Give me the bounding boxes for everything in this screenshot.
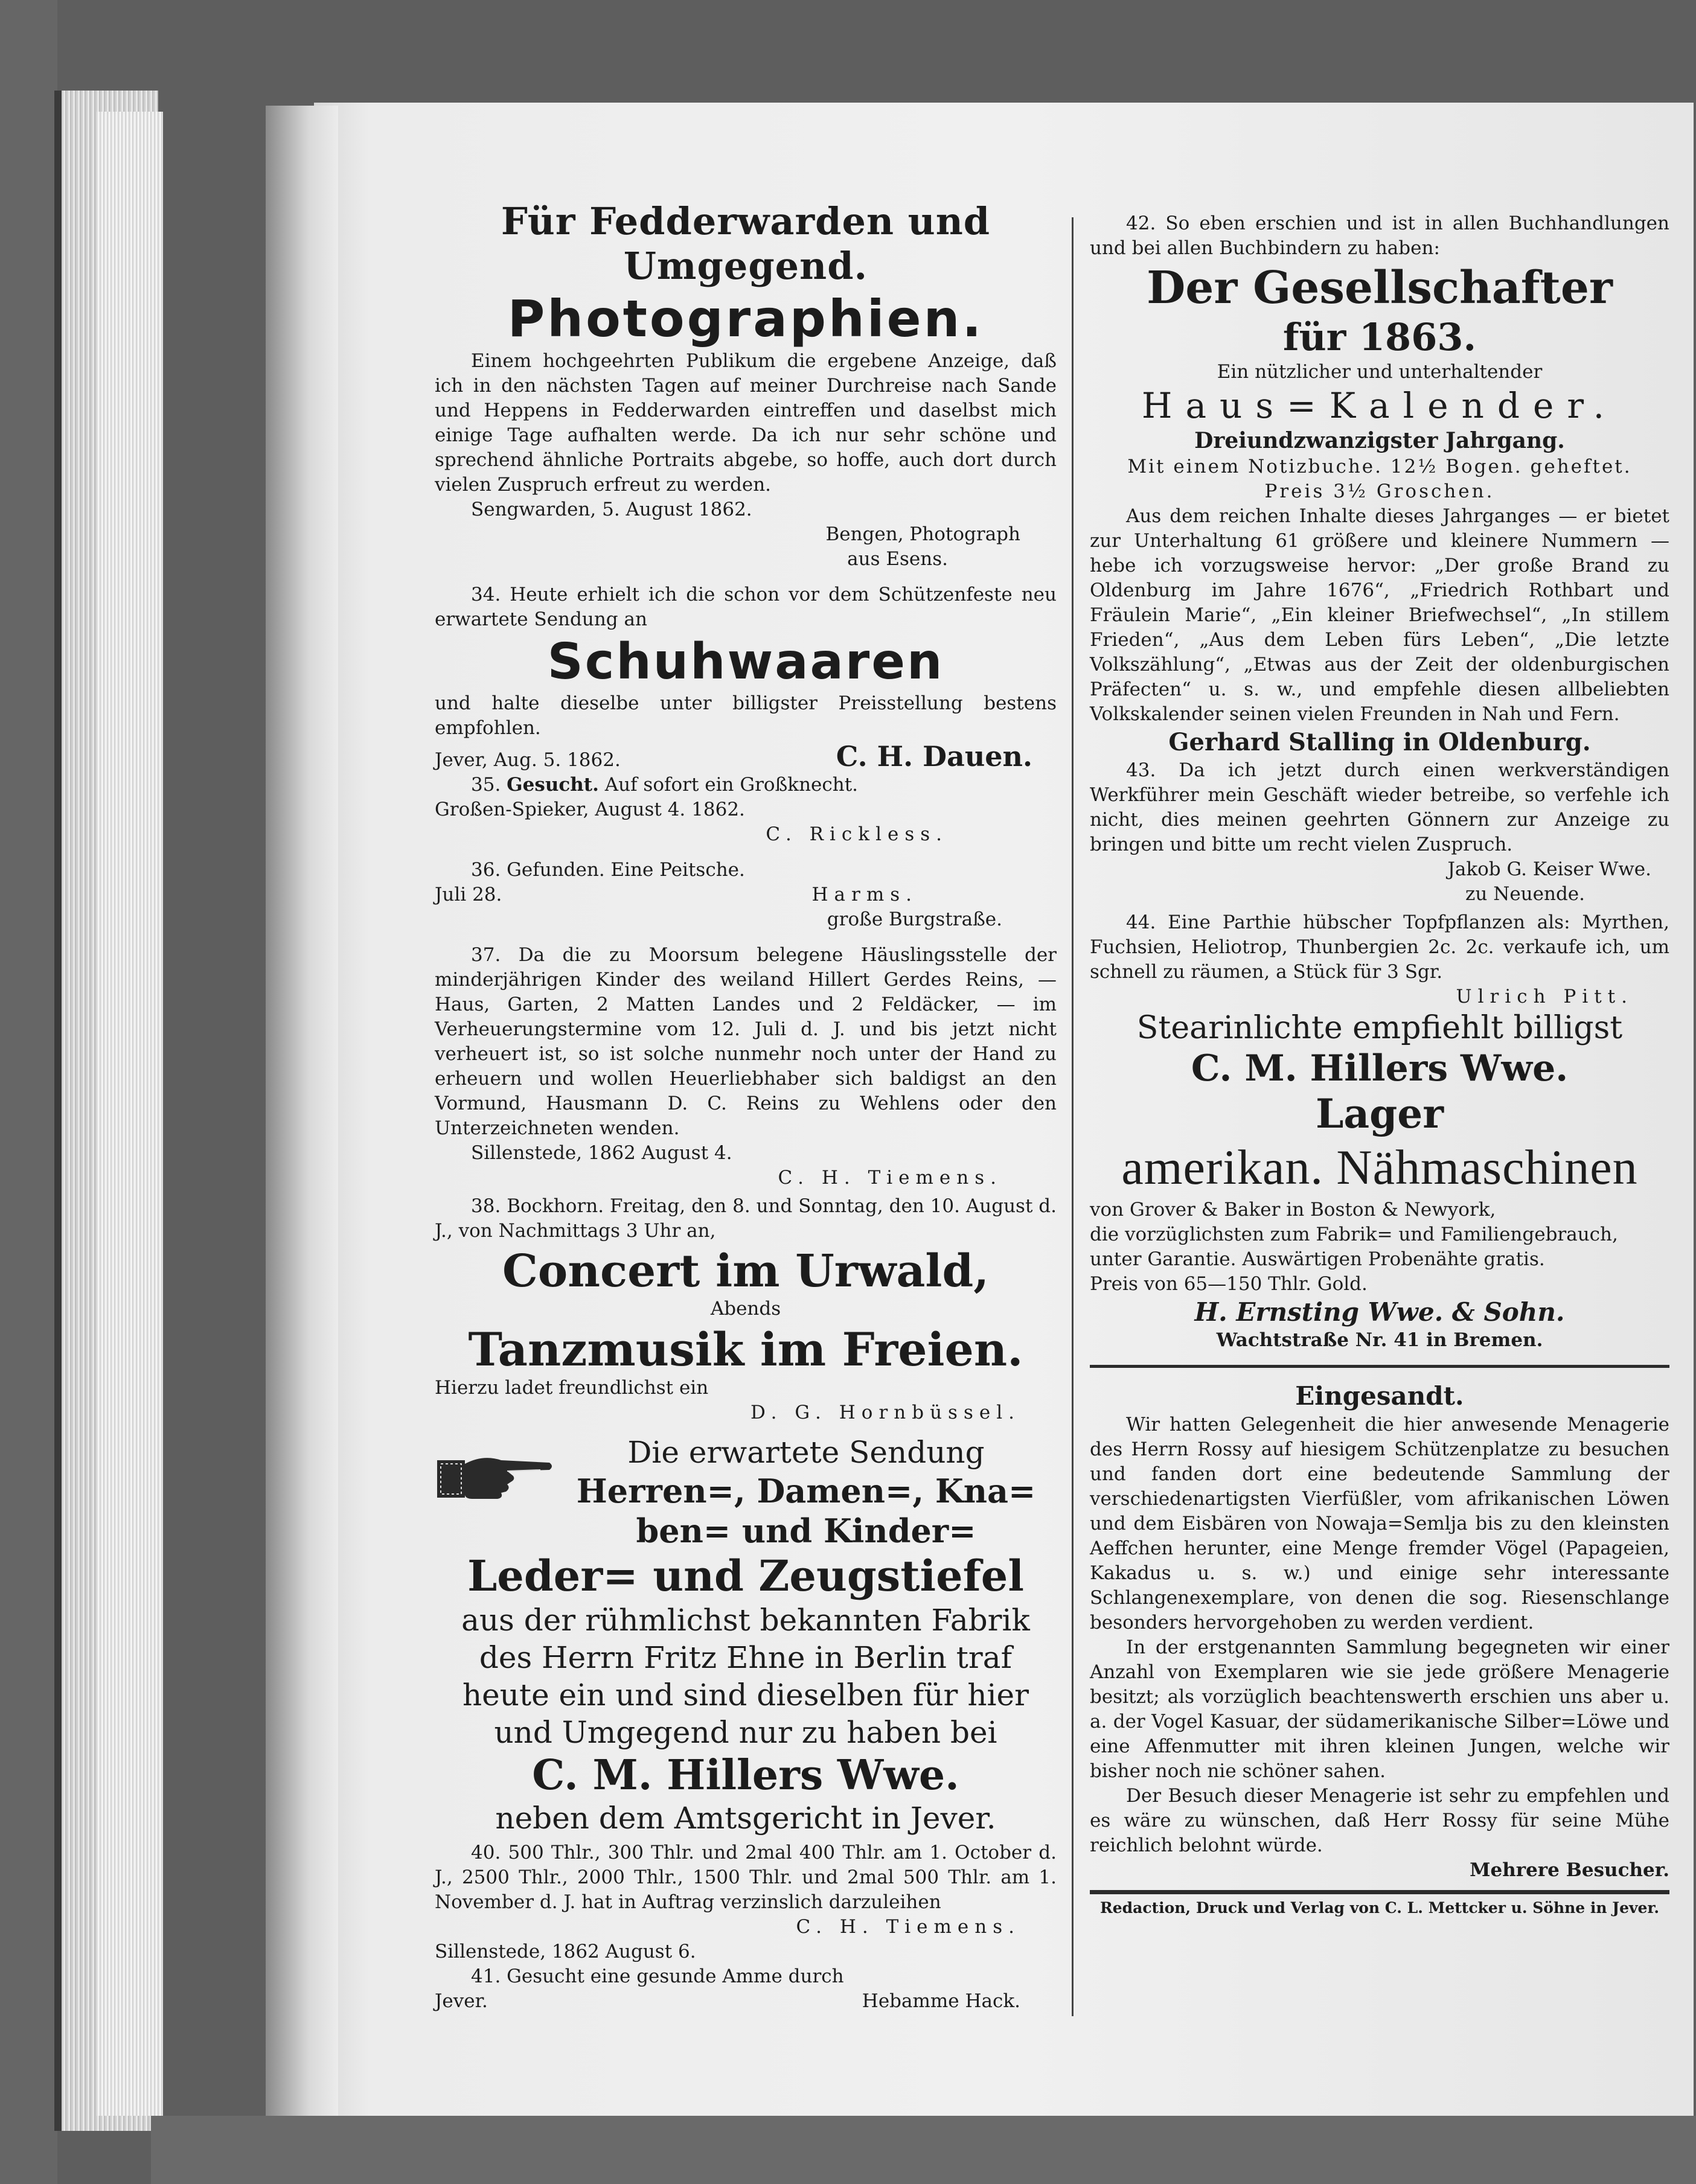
fedderwarden-heading: Für Fedderwarden und Umgegend. <box>501 199 991 288</box>
eingesandt-paragraph-3: Der Besuch dieser Menagerie ist sehr zu empfehlen und es wäre zu wünschen, daß Herr Rossy für seine Mühe reichlich belohnt würde. <box>1090 1785 1669 1856</box>
ad-34-signature: C. H. Dauen. <box>836 740 1032 773</box>
ad-34-text: 34. Heute erhielt ich die schon vor dem Schützenfeste neu erwartete Sendung an <box>435 584 1057 630</box>
ad-37-text: 37. Da die zu Moorsum belegene Häuslingsstelle der minderjährigen Kinder des weiland Hillert Gerdes Reins, — Haus, Garten, 2 Matten Landes und 2 Feldäcker, — im Verheuerungstermine vom 12. Juli d. J. und bis jetzt nicht verheuert ist, so ist solche nunmehr noch unter der Hand zu erheuern und wollen Heuerliebhaber sich baldigst an den Vormund, Hausmann D. C. Reins zu Wehlens oder den Unterzeichneten wenden. <box>435 944 1057 1139</box>
boots-line-2: Herren=, Damen=, Kna= <box>576 1472 1036 1510</box>
boots-signature: C. M. Hillers Wwe. <box>532 1751 959 1799</box>
ad-37-place: Sillenstede, 1862 August 4. <box>471 1142 732 1164</box>
schuhwaaren-heading: Schuhwaaren <box>547 633 944 691</box>
naeh-text-3: unter Garantie. Auswärtigen Probenähte gratis. <box>1090 1248 1545 1270</box>
ad-41-place: Jever. <box>435 1990 488 2012</box>
gesellschafter-text: Aus dem reichen Inhalte dieses Jahrganges — er bietet zur Unterhaltung 61 größere und kleinere Nummern — hebe ich vorzugsweise hervor: „Der große Brand zu Oldenburg im Jahre 1676“, „Friedrich Rothbart und Fräulein Marie“, „Ein kleiner Briefwechsel“, „In stillem Frieden“, „Aus dem Leben fürs Leben“, „Die letzte Volkszählung“, „Etwas aus der Zeit der oldenburgischen Präfecten“ u. s. w., und empfehle diesen allbeliebten Volkskalender seinen vielen Freunden in Nah und Fern. <box>1090 505 1669 725</box>
left-column <box>435 109 1057 2014</box>
ad-37-signature: C. H. Tiemens. <box>778 1167 1002 1189</box>
boots-line-5: des Herrn Fritz Ehne in Berlin traf <box>479 1640 1013 1675</box>
naeh-signature: H. Ernsting Wwe. & Sohn. <box>1194 1297 1565 1327</box>
book-page-edges-inner <box>97 112 163 2116</box>
boots-line-4: aus der rühmlichst bekannten Fabrik <box>461 1603 1030 1638</box>
ad-36-signature-2: große Burgstraße. <box>827 908 1002 930</box>
eingesandt-heading: Eingesandt. <box>1295 1381 1464 1411</box>
naeh-text-1: von Grover & Baker in Boston & Newyork, <box>1090 1199 1496 1221</box>
boots-line-6: heute ein und sind dieselben für hier <box>462 1678 1029 1713</box>
concert-heading: Concert im Urwald, <box>502 1245 990 1297</box>
photo-ad-signature-2: aus Esens. <box>847 548 948 570</box>
scan-background <box>0 0 57 2184</box>
naeh-text-2: die vorzüglichsten zum Fabrik= und Familiengebrauch, <box>1090 1224 1618 1245</box>
ad-38-abends: Abends <box>710 1298 781 1320</box>
photo-ad-place: Sengwarden, 5. August 1862. <box>471 499 752 520</box>
stearin-heading: Stearinlichte empfiehlt billigst <box>1136 1010 1623 1046</box>
photo-ad-signature: Bengen, Photograph <box>825 523 1020 545</box>
boots-location: neben dem Amtsgericht in Jever. <box>495 1801 996 1836</box>
gesellschafter-title: Der Gesellschafter <box>1147 262 1613 314</box>
ad-43-signature: Jakob G. Keiser Wwe. <box>1447 858 1651 880</box>
ad-41-signature: Hebamme Hack. <box>862 1990 1020 2012</box>
gesellschafter-year: für 1863. <box>1282 315 1477 359</box>
ad-44-text: 44. Eine Parthie hübscher Topfpflanzen als: Myrthen, Fuchsien, Heliotrop, Thunbergien 2c. 2c. verkaufe ich, um schnell zu räumen, a Stück für 3 Sgr. <box>1090 912 1669 983</box>
lager-heading: Lager <box>1315 1090 1444 1137</box>
photo-ad-text: Einem hochgeehrten Publikum die ergebene Anzeige, daß ich in den nächsten Tagen auf meiner Durchreise nach Sande und Heppens in Fedderwarden eintreffen und daselbst mich einige Tage aufhalten werde. Da ich nur sehr schöne und sprechend ähnliche Portraits abgebe, so hoffe, auch dort durch vielen Zuspruch erfreut zu werden. <box>435 350 1057 496</box>
gesellschafter-signature: Gerhard Stalling in Oldenburg. <box>1168 728 1591 756</box>
ad-40-text: 40. 500 Thlr., 300 Thlr. und 2mal 400 Thlr. am 1. October d. J., 2500 Thlr., 2000 Thlr., 1500 Thlr. und 2mal 500 Thlr. am 1. November d. J. hat in Auftrag verzinslich darzuleihen <box>435 1842 1057 1913</box>
imprint-line: Redaction, Druck und Verlag von C. L. Mettcker u. Söhne in Jever. <box>1099 1899 1660 1917</box>
haus-kalender-heading: Haus=Kalender. <box>1141 385 1618 426</box>
naeh-text-4: Preis von 65—150 Thlr. Gold. <box>1090 1273 1368 1295</box>
boots-line-1: Die erwartete Sendung <box>627 1435 985 1470</box>
eingesandt-paragraph-1: Wir hatten Gelegenheit die hier anwesende Menagerie des Herrn Rossy auf hiesigem Schützenplatze zu besuchen und fanden dort eine bedeutende Sammlung der verschiedenartigsten Vierfüßler, vom afrikanischen Löwen und dem Eisbären von Nowaja=Semlja bis zu den kleinsten Aeffchen herunter, eine Menge fremder Vögel (Papageien, Kakadus u. s. w.) und einige sehr interessante Schlangenexemplare, von denen die sog. Riesenschlange besonders hervorgehoben zu werden verdient. <box>1090 1414 1669 1633</box>
ad-44-signature: Ulrich Pitt. <box>1456 986 1633 1007</box>
column-divider <box>1072 217 1074 2016</box>
ad-36-text: 36. Gefunden. Eine Peitsche. <box>471 859 745 881</box>
ad-41-text: 41. Gesucht eine gesunde Amme durch <box>471 1965 844 1987</box>
section-divider <box>1090 1365 1669 1368</box>
gesellschafter-preis: Preis 3½ Groschen. <box>1264 481 1495 502</box>
gesellschafter-notizbuch: Mit einem Notizbuche. 12½ Bogen. geheftet. <box>1127 456 1632 477</box>
ad-43-text: 43. Da ich jetzt durch einen werkverständigen Werkführer mein Geschäft wieder betreibe, so verfehle ich nicht, dies meinen geehrten Gönnern zur Anzeige zu bringen und bitte um recht vielen Zuspruch. <box>1090 759 1669 855</box>
photographien-heading: Photographien. <box>507 289 984 348</box>
naeh-address: Wachtstraße Nr. 41 in Bremen. <box>1216 1329 1543 1351</box>
ad-40-place: Sillenstede, 1862 August 6. <box>435 1941 696 1962</box>
eingesandt-paragraph-2: In der erstgenannten Sammlung begegneten wir einer Anzahl von Exemplaren wie sie jede größere Menagerie besitzt; als vorzüglich beachtenswerth erschien uns aber u. a. der Vogel Kasuar, der südamerikanische Silber=Löwe und eine Affenmutter mit ihren kleinen Jungen, welche wir bisher noch nie schöner sahen. <box>1090 1636 1669 1782</box>
leder-zeugstiefel-heading: Leder= und Zeugstiefel <box>467 1551 1024 1601</box>
ad-35-signature: C. Rickless. <box>766 823 948 845</box>
gesellschafter-jahrgang: Dreiundzwanzigster Jahrgang. <box>1194 428 1565 453</box>
ad-36-date: Juli 28. <box>435 884 502 905</box>
ad-38-invite: Hierzu ladet freundlichst ein <box>435 1377 709 1399</box>
ad-40-signature: C. H. Tiemens. <box>796 1916 1020 1938</box>
stearin-signature: C. M. Hillers Wwe. <box>1191 1047 1569 1090</box>
naehmaschinen-heading: amerikan. Nähmaschinen <box>1121 1140 1638 1195</box>
book-gutter <box>266 106 338 2122</box>
tanzmusik-heading: Tanzmusik im Freien. <box>468 1323 1023 1376</box>
ad-38-signature: D. G. Hornbüssel. <box>750 1402 1020 1423</box>
boots-line-7: und Umgegend nur zu haben bei <box>494 1715 997 1750</box>
pointing-hand-icon <box>435 1440 555 1512</box>
boots-line-3: ben= und Kinder= <box>636 1512 976 1550</box>
eingesandt-signature: Mehrere Besucher. <box>1470 1859 1669 1881</box>
ad-35-text: 35. Gesucht. Auf sofort ein Großknecht. <box>471 774 859 796</box>
right-column <box>1090 109 1669 1918</box>
boots-ad-top <box>435 1434 1057 1551</box>
ad-34-text-2: und halte dieselbe unter billigster Preisstellung bestens empfohlen. <box>435 692 1057 739</box>
gesellschafter-subtitle: Ein nützlicher und unterhaltender <box>1217 361 1543 383</box>
ad-35-place: Großen-Spieker, August 4. 1862. <box>435 799 745 820</box>
imprint-divider <box>1090 1890 1669 1894</box>
ad-42-text: 42. So eben erschien und ist in allen Buchhandlungen und bei allen Buchbindern zu haben: <box>1090 212 1669 259</box>
ad-34-place: Jever, Aug. 5. 1862. <box>435 749 621 771</box>
ad-36-signature: Harms. <box>811 884 918 905</box>
ad-43-signature-2: zu Neuende. <box>1465 883 1585 905</box>
ad-38-text: 38. Bockhorn. Freitag, den 8. und Sonntag, den 10. August d. J., von Nachmittags 3 Uhr an, <box>435 1195 1057 1242</box>
scan-bottom <box>151 2116 1696 2184</box>
